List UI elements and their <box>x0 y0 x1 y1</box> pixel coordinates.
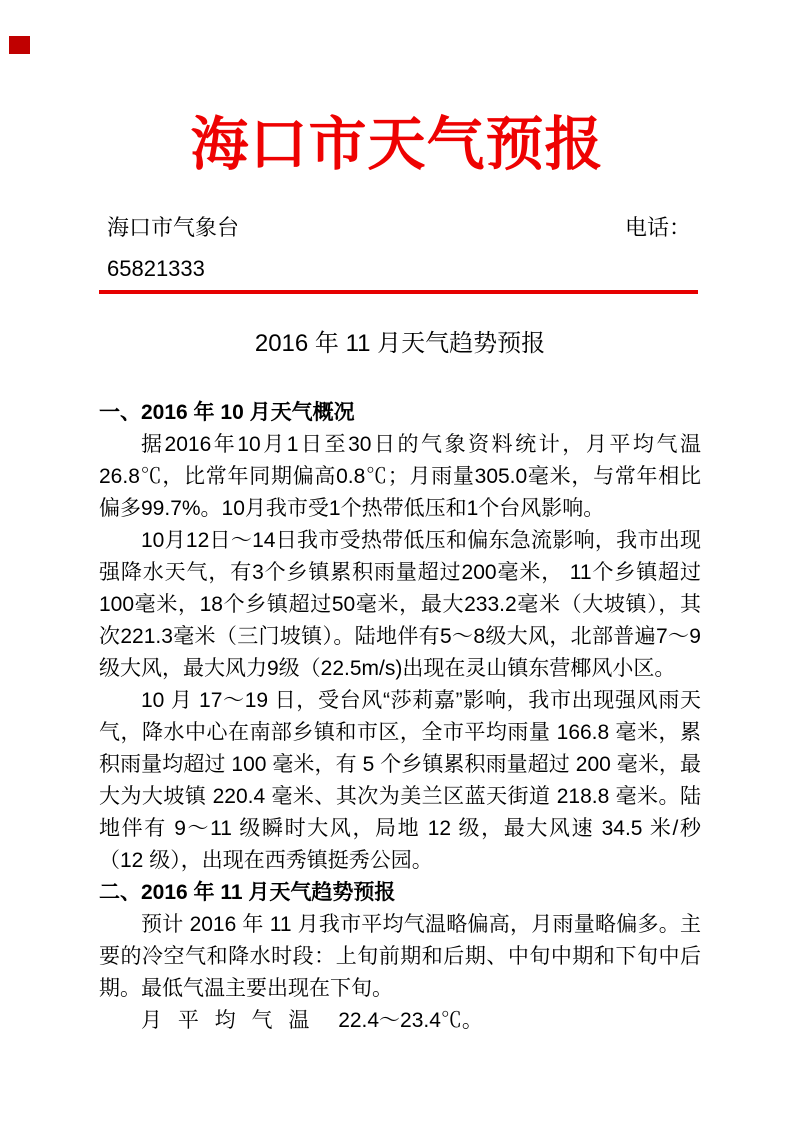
section-1-paragraph-1: 据2016年10月1日至30日的气象资料统计，月平均气温26.8℃，比常年同期偏高0.8℃；月雨量305.0毫米，与常年相比偏多99.7%。10月我市受1个热带低压和1个台风影响。 <box>99 433 701 520</box>
section-1-paragraph-3: 10 月 17～19 日，受台风“莎莉嘉”影响，我市出现强风雨天气，降水中心在南部乡镇和市区，全市平均雨量 166.8 毫米，累积雨量均超过 100 毫米，有 5 个乡镇累积雨量超过 200 毫米，最大为大坡镇 220.4 毫米、其次为美兰区蓝天街道 218.8 毫米。陆地伴有 9～11 级瞬时大风，局地 12 级，最大风速 34.5 米/秒（12 级），出现在西秀镇挺秀公园。 <box>99 689 701 872</box>
section-2-heading: 二、2016 年 11 月天气趋势预报 <box>99 881 396 904</box>
letterhead-row <box>107 214 691 242</box>
report-heading: 2016 年 11 月天气趋势预报 <box>254 330 546 357</box>
phone-label: 电话： <box>624 215 691 240</box>
document-title: 海口市天气预报 <box>190 112 604 177</box>
temperature-value: 22.4～23.4℃。 <box>338 1009 483 1032</box>
revision-mark <box>9 36 30 54</box>
temperature-label: 月 平 均 气 温 <box>141 1009 315 1032</box>
agency-name: 海口市气象台 <box>107 215 240 240</box>
report-body <box>99 397 701 1037</box>
phone-number: 65821333 <box>107 256 205 281</box>
section-1-heading: 一、2016 年 10 月天气概况 <box>99 401 355 424</box>
letterhead-divider <box>99 290 698 294</box>
section-2-paragraph-1: 预计 2016 年 11 月我市平均气温略偏高，月雨量略偏多。主要的冷空气和降水时段：上旬前期和后期、中旬中期和下旬中后期。最低气温主要出现在下旬。 <box>99 913 701 1000</box>
temperature-line <box>99 1005 701 1037</box>
section-1-paragraph-2: 10月12日～14日我市受热带低压和偏东急流影响，我市出现强降水天气，有3个乡镇累积雨量超过200毫米， 11个乡镇超过100毫米，18个乡镇超过50毫米，最大233.2毫米（大坡镇），其次221.3毫米（三门坡镇）。陆地伴有5～8级大风，北部普遍7～9级大风，最大风力9级（22.5m/s)出现在灵山镇东营椰风小区。 <box>99 529 701 680</box>
